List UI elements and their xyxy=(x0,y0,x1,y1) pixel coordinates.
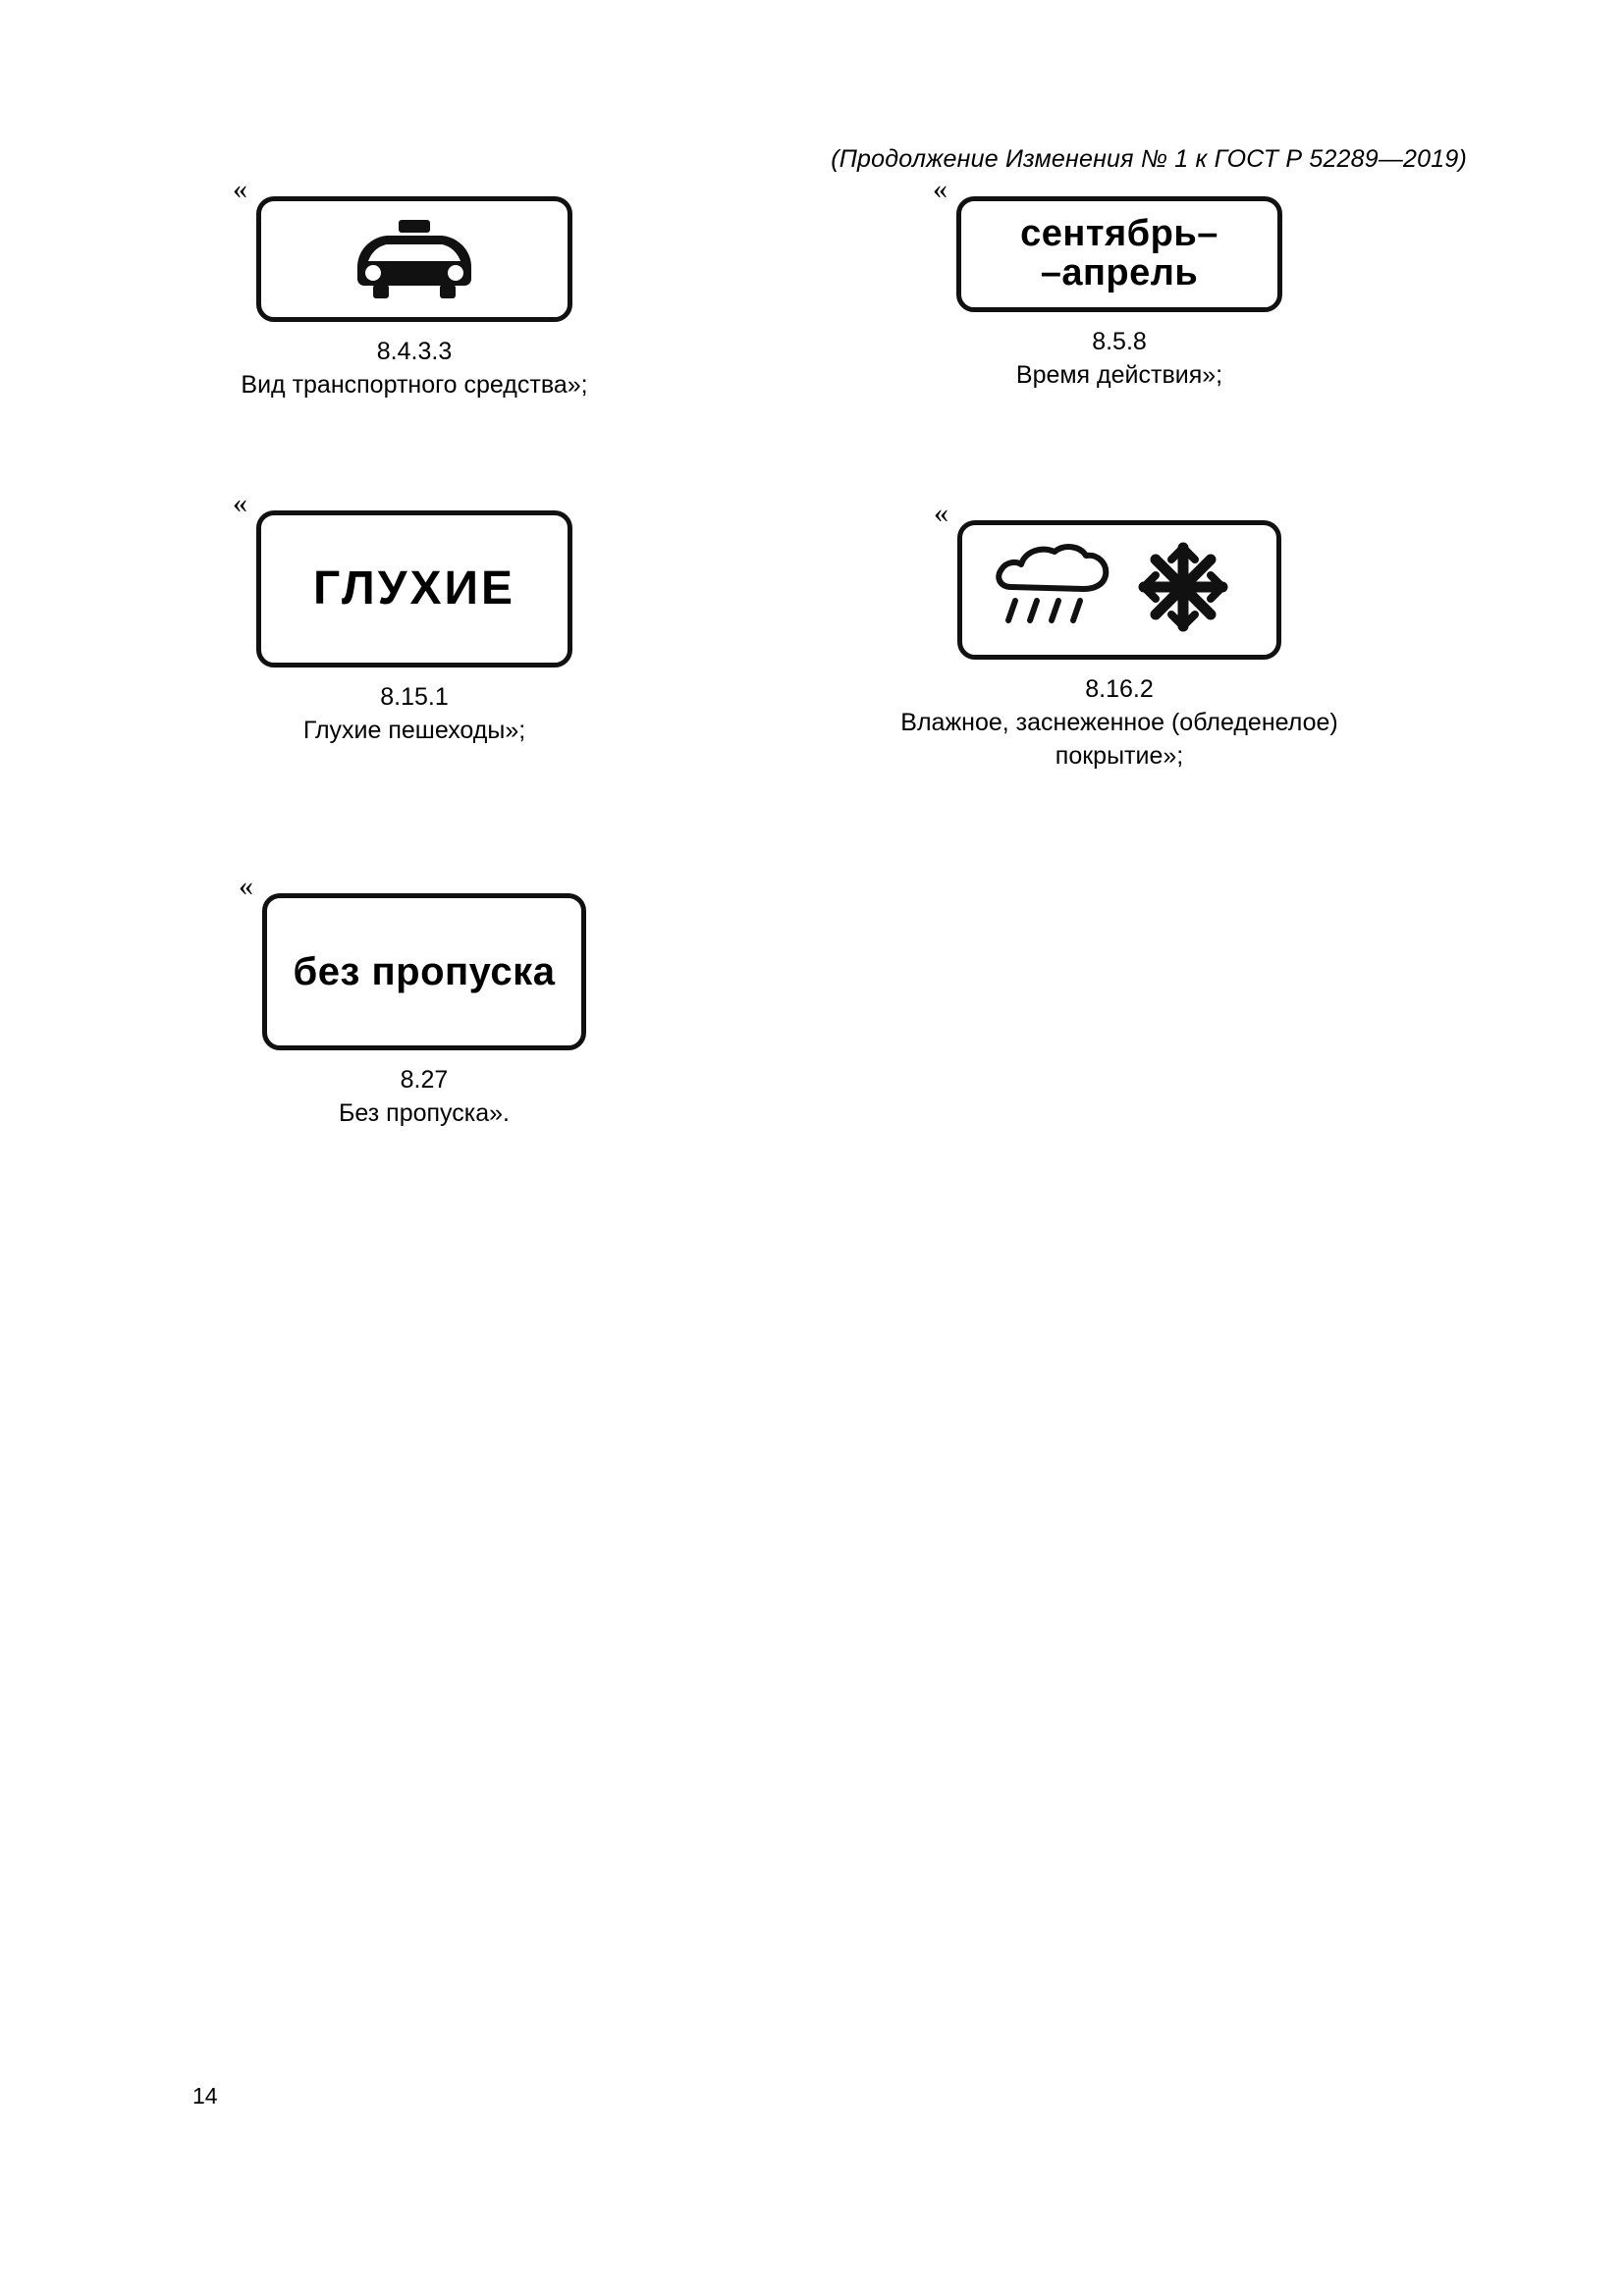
sign-figure xyxy=(933,173,1282,312)
sign-caption xyxy=(218,681,611,748)
sign-row-2 xyxy=(0,487,1624,834)
sign-plate-8-5-8 xyxy=(956,196,1282,312)
sign-description: Без пропуска». xyxy=(338,1098,510,1127)
quote-open-mark: « xyxy=(933,173,947,205)
sign-description: Вид транспортного средства»; xyxy=(241,370,588,399)
sign-description: Время действия»; xyxy=(1015,360,1223,389)
sign-caption xyxy=(864,326,1375,393)
signs-area xyxy=(0,173,1624,1148)
sign-block-8-27 xyxy=(218,870,630,1131)
sign-code: 8.27 xyxy=(400,1066,449,1094)
sign-description: Глухие пешеходы»; xyxy=(302,716,526,744)
sign-plate-text-line2: –апрель xyxy=(1040,252,1199,294)
quote-open-mark: « xyxy=(233,487,247,519)
sign-plate-8-27 xyxy=(262,893,586,1050)
sign-caption xyxy=(218,336,611,402)
sign-caption xyxy=(864,673,1375,773)
sign-description-line1: Влажное, заснеженное (обледенелое) xyxy=(900,708,1338,736)
taxi-car-icon xyxy=(326,214,503,304)
quote-open-mark: « xyxy=(239,870,253,902)
sign-plate-text xyxy=(1020,215,1218,294)
sign-code: 8.15.1 xyxy=(380,683,449,711)
sign-plate-text: без пропуска xyxy=(293,950,556,993)
quote-open-mark: « xyxy=(934,497,948,529)
sign-block-8-16-2 xyxy=(864,497,1375,773)
sign-block-8-5-8 xyxy=(864,173,1375,393)
sign-caption xyxy=(218,1064,630,1131)
sign-figure xyxy=(233,487,572,667)
sign-code: 8.16.2 xyxy=(1085,675,1154,703)
sign-row-1 xyxy=(0,173,1624,491)
sign-plate-8-16-2 xyxy=(957,520,1281,660)
sign-block-8-15-1 xyxy=(218,487,611,748)
page-number: 14 xyxy=(192,2083,218,2109)
sign-block-8-4-3-3 xyxy=(218,173,611,402)
page-header-note: (Продолжение Изменения № 1 к ГОСТ Р 52289—2019) xyxy=(831,145,1467,173)
sign-plate-8-4-3-3 xyxy=(256,196,572,322)
sign-code: 8.4.3.3 xyxy=(376,338,453,365)
sign-plate-text-line1: сентябрь– xyxy=(1020,213,1218,255)
sign-code: 8.5.8 xyxy=(1092,328,1147,355)
sign-figure xyxy=(934,497,1281,660)
sign-figure xyxy=(239,870,586,1050)
sign-description-line2: покрытие»; xyxy=(1055,741,1184,770)
sign-plate-text: ГЛУХИЕ xyxy=(312,561,516,614)
sign-row-3 xyxy=(0,834,1624,1148)
sign-plate-8-15-1 xyxy=(256,510,572,667)
quote-open-mark: « xyxy=(233,173,247,205)
sign-figure xyxy=(233,173,572,322)
rain-cloud-snowflake-icon xyxy=(982,536,1257,644)
